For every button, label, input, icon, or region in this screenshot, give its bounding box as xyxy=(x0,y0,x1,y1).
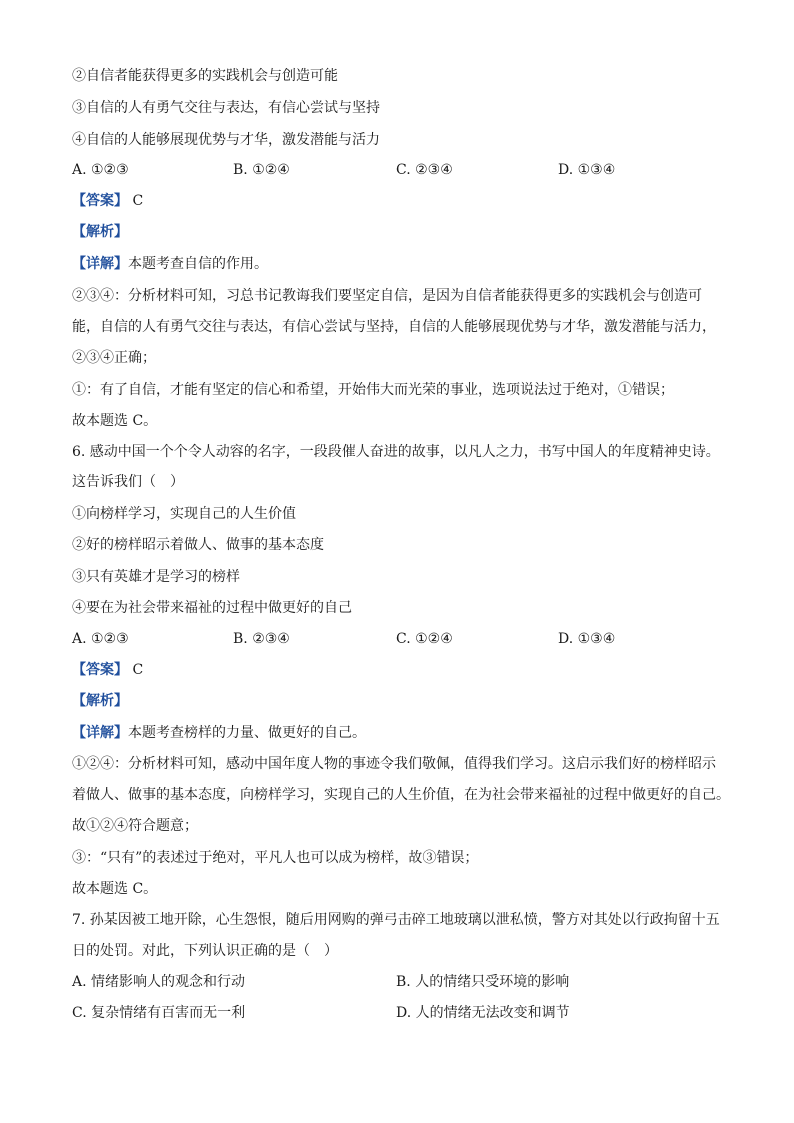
q6-stem-line-1: 6. 感动中国一个个令人动容的名字，一段段催人奋进的故事，以凡人之力，书写中国人的年度精神史诗。 xyxy=(72,444,720,460)
q7-option-c: C. 复杂情绪有百害而无一利 xyxy=(72,1005,246,1021)
answer-tag: 【答案】 xyxy=(72,662,128,678)
analysis-tag: 【解析】 xyxy=(72,693,128,709)
q6-item-2: ②好的榜样昭示着做人、做事的基本态度 xyxy=(72,537,324,553)
q7-option-b: B. 人的情绪只受环境的影响 xyxy=(396,974,570,990)
q5-explanation-line-2: 能，自信的人有勇气交往与表达，有信心尝试与坚持，自信的人能够展现优势与才华，激发潜能与活力， xyxy=(72,319,716,335)
q6-option-c: C. ①②④ xyxy=(396,631,453,647)
detail-text: 本题考查自信的作用。 xyxy=(128,256,268,272)
q6-stem-line-2: 这告诉我们（ ） xyxy=(72,474,184,490)
q6-explanation-line-3: 故①②④符合题意； xyxy=(72,818,198,834)
q6-option-b: B. ②③④ xyxy=(233,631,290,647)
answer-tag: 【答案】 xyxy=(72,193,128,209)
q6-item-4: ④要在为社会带来福祉的过程中做更好的自己 xyxy=(72,600,352,616)
q7-option-d: D. 人的情绪无法改变和调节 xyxy=(396,1005,570,1021)
q5-item-2: ②自信者能获得更多的实践机会与创造可能 xyxy=(72,68,338,84)
detail-tag: 【详解】 xyxy=(72,256,128,272)
detail-tag: 【详解】 xyxy=(72,725,128,741)
q5-explanation-line-4: ①：有了自信，才能有坚定的信心和希望，开始伟大而光荣的事业，选项说法过于绝对，①错误； xyxy=(72,382,674,398)
detail-text: 本题考查榜样的力量、做更好的自己。 xyxy=(128,725,366,741)
q5-answer xyxy=(72,191,143,211)
q7-stem-line-1: 7. 孙某因被工地开除，心生怨恨，随后用网购的弹弓击碎工地玻璃以泄私愤，警方对其处以行政拘留十五 xyxy=(72,912,720,928)
q5-item-4: ④自信的人能够展现优势与才华，激发潜能与活力 xyxy=(72,132,380,148)
answer-value: C xyxy=(132,662,144,678)
q6-answer xyxy=(72,660,143,680)
q7-option-a: A. 情绪影响人的观念和行动 xyxy=(72,974,246,990)
q6-explanation-line-4: ③：“只有”的表述过于绝对，平凡人也可以成为榜样，故③错误； xyxy=(72,850,479,866)
q6-explanation-line-1: ①②④：分析材料可知，感动中国年度人物的事迹令我们敬佩，值得我们学习。这启示我们好的榜样昭示 xyxy=(72,756,716,772)
q5-option-b: B. ①②④ xyxy=(233,162,290,178)
q5-option-a: A. ①②③ xyxy=(72,162,129,178)
q5-item-3: ③自信的人有勇气交往与表达，有信心尝试与坚持 xyxy=(72,100,380,116)
q6-conclusion: 故本题选 C。 xyxy=(72,881,158,897)
q5-detail xyxy=(72,254,268,274)
q5-explanation-line-3: ②③④正确； xyxy=(72,350,156,366)
q5-option-d: D. ①③④ xyxy=(558,162,616,178)
q6-option-d: D. ①③④ xyxy=(558,631,616,647)
q5-analysis-heading xyxy=(72,222,128,242)
q6-analysis-heading xyxy=(72,691,128,711)
q6-explanation-line-2: 着做人、做事的基本态度，向榜样学习，实现自己的人生价值，在为社会带来福祉的过程中做更好的自己。 xyxy=(72,787,730,803)
q5-explanation-line-1: ②③④：分析材料可知，习总书记教诲我们要坚定自信，是因为自信者能获得更多的实践机会与创造可 xyxy=(72,288,702,304)
q6-item-1: ①向榜样学习，实现自己的人生价值 xyxy=(72,506,296,522)
analysis-tag: 【解析】 xyxy=(72,224,128,240)
q6-item-3: ③只有英雄才是学习的榜样 xyxy=(72,569,240,585)
q5-option-c: C. ②③④ xyxy=(396,162,453,178)
answer-value: C xyxy=(132,193,144,209)
q6-option-a: A. ①②③ xyxy=(72,631,129,647)
q5-conclusion: 故本题选 C。 xyxy=(72,413,158,429)
q6-detail xyxy=(72,723,366,743)
q7-stem-line-2: 日的处罚。对此，下列认识正确的是（ ） xyxy=(72,943,338,959)
